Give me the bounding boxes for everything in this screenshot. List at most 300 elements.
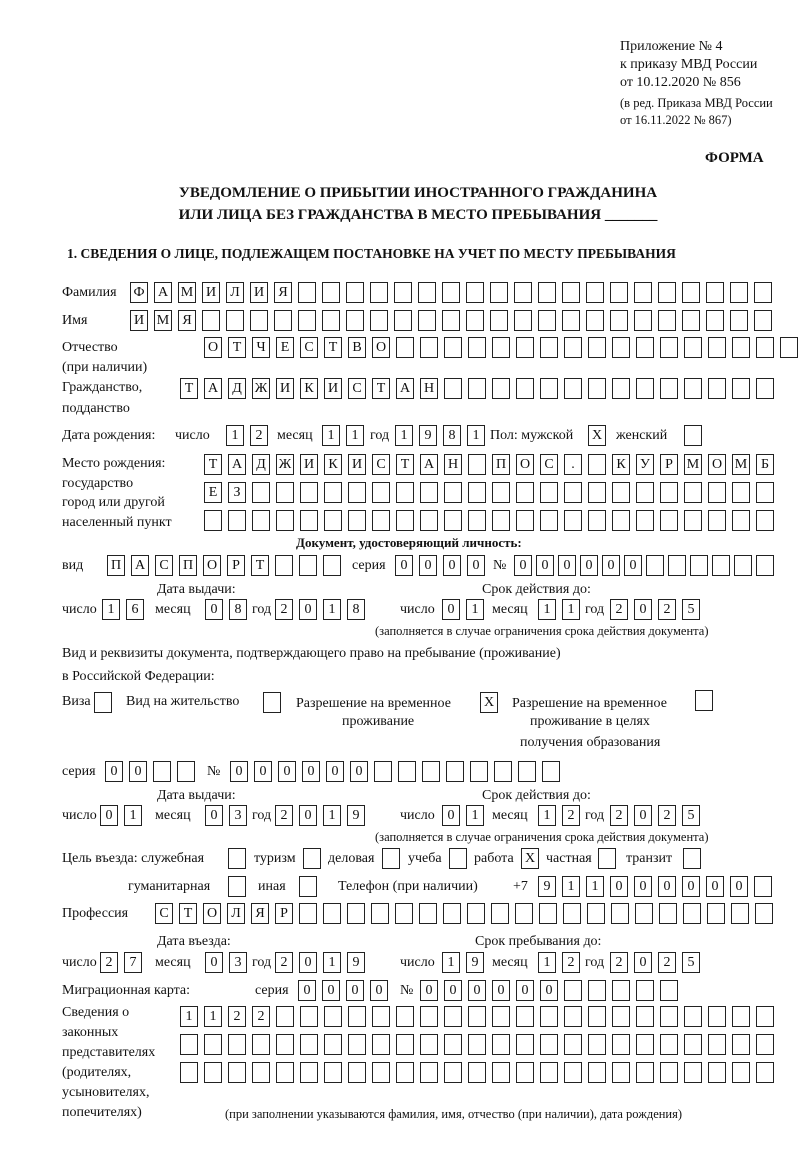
char-box[interactable] <box>564 482 582 503</box>
char-box[interactable]: 0 <box>346 980 364 1001</box>
char-box[interactable] <box>516 1062 534 1083</box>
id-series-field[interactable] <box>395 555 491 577</box>
char-box[interactable] <box>756 1006 774 1027</box>
char-box[interactable]: О <box>204 337 222 358</box>
char-box[interactable] <box>732 1006 750 1027</box>
char-box[interactable] <box>252 1034 270 1055</box>
char-box[interactable] <box>372 1062 390 1083</box>
char-box[interactable]: 0 <box>302 761 320 782</box>
char-box[interactable] <box>94 692 112 713</box>
char-box[interactable]: Т <box>180 378 198 399</box>
char-box[interactable] <box>708 1006 726 1027</box>
char-box[interactable] <box>324 1034 342 1055</box>
char-box[interactable] <box>516 510 534 531</box>
char-box[interactable]: Я <box>251 903 269 924</box>
char-box[interactable]: М <box>154 310 172 331</box>
purpose-work-checkbox[interactable] <box>521 848 545 870</box>
char-box[interactable] <box>636 1062 654 1083</box>
char-box[interactable] <box>539 903 557 924</box>
char-box[interactable] <box>276 1006 294 1027</box>
stay-issue-year-field[interactable] <box>275 805 371 827</box>
char-box[interactable] <box>514 310 532 331</box>
char-box[interactable] <box>276 1034 294 1055</box>
char-box[interactable]: 1 <box>323 952 341 973</box>
birth-day-field[interactable] <box>226 425 274 447</box>
char-box[interactable] <box>610 282 628 303</box>
char-box[interactable]: 2 <box>228 1006 246 1027</box>
char-box[interactable] <box>732 1062 750 1083</box>
char-box[interactable] <box>660 1062 678 1083</box>
char-box[interactable] <box>252 482 270 503</box>
char-box[interactable] <box>204 510 222 531</box>
char-box[interactable] <box>635 903 653 924</box>
char-box[interactable] <box>754 876 772 897</box>
char-box[interactable] <box>180 1034 198 1055</box>
char-box[interactable] <box>646 555 664 576</box>
char-box[interactable]: X <box>521 848 539 869</box>
temp-edu-checkbox[interactable] <box>695 690 719 712</box>
char-box[interactable] <box>755 903 773 924</box>
char-box[interactable] <box>636 378 654 399</box>
char-box[interactable]: И <box>250 282 268 303</box>
char-box[interactable] <box>468 378 486 399</box>
char-box[interactable]: 2 <box>610 599 628 620</box>
char-box[interactable]: 2 <box>658 805 676 826</box>
birth-month-field[interactable] <box>322 425 370 447</box>
char-box[interactable] <box>516 1034 534 1055</box>
char-box[interactable] <box>468 1006 486 1027</box>
char-box[interactable] <box>324 482 342 503</box>
char-box[interactable]: . <box>564 454 582 475</box>
char-box[interactable]: И <box>202 282 220 303</box>
char-box[interactable] <box>682 282 700 303</box>
char-box[interactable]: К <box>324 454 342 475</box>
char-box[interactable] <box>684 425 702 446</box>
char-box[interactable]: Л <box>226 282 244 303</box>
char-box[interactable] <box>420 1034 438 1055</box>
char-box[interactable]: Ф <box>130 282 148 303</box>
char-box[interactable] <box>276 482 294 503</box>
char-box[interactable]: 0 <box>420 980 438 1001</box>
char-box[interactable]: Ч <box>252 337 270 358</box>
char-box[interactable]: 1 <box>346 425 364 446</box>
char-box[interactable] <box>684 510 702 531</box>
char-box[interactable]: 0 <box>278 761 296 782</box>
char-box[interactable] <box>348 482 366 503</box>
char-box[interactable] <box>419 903 437 924</box>
char-box[interactable] <box>492 1062 510 1083</box>
char-box[interactable] <box>588 1034 606 1055</box>
char-box[interactable] <box>492 337 510 358</box>
char-box[interactable] <box>492 378 510 399</box>
char-box[interactable] <box>442 310 460 331</box>
char-box[interactable]: 2 <box>610 952 628 973</box>
char-box[interactable] <box>660 378 678 399</box>
char-box[interactable]: 0 <box>100 805 118 826</box>
char-box[interactable] <box>756 1062 774 1083</box>
id-issue-day-field[interactable] <box>102 599 150 621</box>
char-box[interactable] <box>420 337 438 358</box>
char-box[interactable]: 0 <box>205 599 223 620</box>
char-box[interactable] <box>611 903 629 924</box>
char-box[interactable] <box>303 848 321 869</box>
char-box[interactable] <box>300 510 318 531</box>
char-box[interactable]: А <box>204 378 222 399</box>
char-box[interactable] <box>587 903 605 924</box>
char-box[interactable]: Н <box>444 454 462 475</box>
sex-female-checkbox[interactable] <box>684 425 708 447</box>
char-box[interactable]: X <box>588 425 606 446</box>
char-box[interactable]: Я <box>274 282 292 303</box>
char-box[interactable] <box>468 482 486 503</box>
char-box[interactable] <box>370 310 388 331</box>
char-box[interactable]: Д <box>252 454 270 475</box>
char-box[interactable] <box>299 555 317 576</box>
char-box[interactable]: 0 <box>442 805 460 826</box>
char-box[interactable] <box>612 980 630 1001</box>
char-box[interactable]: 0 <box>602 555 620 576</box>
char-box[interactable]: 0 <box>492 980 510 1001</box>
char-box[interactable]: 5 <box>682 952 700 973</box>
char-box[interactable]: 1 <box>538 599 556 620</box>
char-box[interactable]: 5 <box>682 599 700 620</box>
char-box[interactable]: Л <box>227 903 245 924</box>
char-box[interactable]: 0 <box>299 805 317 826</box>
char-box[interactable] <box>636 337 654 358</box>
purpose-tourism-checkbox[interactable] <box>303 848 327 870</box>
char-box[interactable] <box>612 378 630 399</box>
char-box[interactable] <box>518 761 536 782</box>
char-box[interactable] <box>490 282 508 303</box>
char-box[interactable]: 0 <box>254 761 272 782</box>
char-box[interactable] <box>372 482 390 503</box>
char-box[interactable] <box>563 903 581 924</box>
char-box[interactable] <box>683 903 701 924</box>
char-box[interactable] <box>586 310 604 331</box>
char-box[interactable] <box>514 282 532 303</box>
char-box[interactable]: 1 <box>204 1006 222 1027</box>
char-box[interactable] <box>684 482 702 503</box>
char-box[interactable] <box>444 1034 462 1055</box>
char-box[interactable] <box>299 903 317 924</box>
temp-res-checkbox[interactable] <box>480 692 504 714</box>
char-box[interactable] <box>540 510 558 531</box>
char-box[interactable] <box>540 1034 558 1055</box>
char-box[interactable] <box>153 761 171 782</box>
char-box[interactable] <box>348 510 366 531</box>
char-box[interactable] <box>610 310 628 331</box>
char-box[interactable] <box>202 310 220 331</box>
char-box[interactable] <box>780 337 798 358</box>
char-box[interactable]: 0 <box>442 599 460 620</box>
char-box[interactable] <box>470 761 488 782</box>
char-box[interactable] <box>636 1006 654 1027</box>
char-box[interactable] <box>468 337 486 358</box>
char-box[interactable] <box>468 510 486 531</box>
char-box[interactable]: З <box>228 482 246 503</box>
char-box[interactable]: И <box>300 454 318 475</box>
char-box[interactable] <box>658 310 676 331</box>
profession-field[interactable] <box>155 903 779 925</box>
char-box[interactable] <box>612 337 630 358</box>
char-box[interactable] <box>323 903 341 924</box>
char-box[interactable]: А <box>228 454 246 475</box>
char-box[interactable]: 2 <box>275 805 293 826</box>
char-box[interactable]: 0 <box>730 876 748 897</box>
char-box[interactable] <box>708 510 726 531</box>
char-box[interactable] <box>180 1062 198 1083</box>
char-box[interactable] <box>490 310 508 331</box>
char-box[interactable] <box>730 310 748 331</box>
surname-field[interactable] <box>130 282 778 304</box>
char-box[interactable]: Ж <box>276 454 294 475</box>
char-box[interactable] <box>396 1034 414 1055</box>
char-box[interactable] <box>636 510 654 531</box>
char-box[interactable] <box>612 1006 630 1027</box>
char-box[interactable] <box>684 1034 702 1055</box>
char-box[interactable] <box>660 510 678 531</box>
char-box[interactable]: 1 <box>562 876 580 897</box>
char-box[interactable]: 8 <box>347 599 365 620</box>
char-box[interactable] <box>467 903 485 924</box>
char-box[interactable]: Т <box>372 378 390 399</box>
char-box[interactable]: 0 <box>468 980 486 1001</box>
char-box[interactable] <box>588 337 606 358</box>
char-box[interactable] <box>420 510 438 531</box>
char-box[interactable] <box>396 337 414 358</box>
char-box[interactable] <box>682 310 700 331</box>
char-box[interactable] <box>659 903 677 924</box>
char-box[interactable] <box>668 555 686 576</box>
id-valid-day-field[interactable] <box>442 599 490 621</box>
char-box[interactable]: 0 <box>634 599 652 620</box>
char-box[interactable] <box>660 1006 678 1027</box>
char-box[interactable] <box>298 310 316 331</box>
char-box[interactable] <box>418 310 436 331</box>
char-box[interactable]: 8 <box>229 599 247 620</box>
purpose-other-checkbox[interactable] <box>299 876 323 898</box>
char-box[interactable]: 0 <box>205 952 223 973</box>
char-box[interactable]: 2 <box>658 599 676 620</box>
char-box[interactable]: 0 <box>205 805 223 826</box>
char-box[interactable] <box>468 1034 486 1055</box>
char-box[interactable] <box>250 310 268 331</box>
char-box[interactable]: 1 <box>467 425 485 446</box>
char-box[interactable] <box>658 282 676 303</box>
char-box[interactable]: Т <box>179 903 197 924</box>
char-box[interactable] <box>204 1062 222 1083</box>
id-issue-year-field[interactable] <box>275 599 371 621</box>
char-box[interactable] <box>228 1034 246 1055</box>
char-box[interactable] <box>636 482 654 503</box>
char-box[interactable]: К <box>300 378 318 399</box>
char-box[interactable] <box>394 282 412 303</box>
char-box[interactable] <box>374 761 392 782</box>
char-box[interactable]: 0 <box>558 555 576 576</box>
char-box[interactable] <box>588 1062 606 1083</box>
until-month-field[interactable] <box>538 952 586 974</box>
char-box[interactable]: 2 <box>100 952 118 973</box>
char-box[interactable] <box>396 510 414 531</box>
char-box[interactable]: 3 <box>229 952 247 973</box>
char-box[interactable]: В <box>348 337 366 358</box>
char-box[interactable] <box>564 510 582 531</box>
char-box[interactable]: О <box>516 454 534 475</box>
char-box[interactable] <box>466 282 484 303</box>
char-box[interactable]: 0 <box>516 980 534 1001</box>
char-box[interactable] <box>494 761 512 782</box>
birth-place-row-3[interactable] <box>204 510 780 532</box>
char-box[interactable]: П <box>492 454 510 475</box>
char-box[interactable] <box>420 1062 438 1083</box>
char-box[interactable]: С <box>155 903 173 924</box>
entry-month-field[interactable] <box>205 952 253 974</box>
char-box[interactable]: И <box>276 378 294 399</box>
char-box[interactable] <box>398 761 416 782</box>
char-box[interactable] <box>516 1006 534 1027</box>
birth-place-row-1[interactable] <box>204 454 780 476</box>
char-box[interactable] <box>492 1034 510 1055</box>
char-box[interactable] <box>588 1006 606 1027</box>
birth-place-row-2[interactable] <box>204 482 780 504</box>
phone-field[interactable] <box>538 876 778 898</box>
id-valid-year-field[interactable] <box>610 599 706 621</box>
char-box[interactable] <box>588 454 606 475</box>
stay-valid-day-field[interactable] <box>442 805 490 827</box>
char-box[interactable] <box>684 1006 702 1027</box>
char-box[interactable] <box>732 510 750 531</box>
char-box[interactable]: Р <box>227 555 245 576</box>
stay-valid-month-field[interactable] <box>538 805 586 827</box>
char-box[interactable]: Е <box>204 482 222 503</box>
char-box[interactable] <box>299 876 317 897</box>
char-box[interactable]: 0 <box>298 980 316 1001</box>
char-box[interactable] <box>422 761 440 782</box>
char-box[interactable]: 0 <box>658 876 676 897</box>
char-box[interactable] <box>348 1006 366 1027</box>
char-box[interactable] <box>276 510 294 531</box>
char-box[interactable] <box>598 848 616 869</box>
char-box[interactable]: А <box>131 555 149 576</box>
char-box[interactable]: 9 <box>347 805 365 826</box>
char-box[interactable]: 1 <box>323 805 341 826</box>
migration-card-number-field[interactable] <box>420 980 684 1002</box>
char-box[interactable] <box>756 1034 774 1055</box>
char-box[interactable] <box>540 482 558 503</box>
char-box[interactable]: 1 <box>442 952 460 973</box>
char-box[interactable] <box>612 1062 630 1083</box>
char-box[interactable] <box>756 555 774 576</box>
char-box[interactable] <box>706 282 724 303</box>
char-box[interactable] <box>323 555 341 576</box>
char-box[interactable] <box>372 1006 390 1027</box>
birth-year-field[interactable] <box>395 425 491 447</box>
char-box[interactable] <box>298 282 316 303</box>
char-box[interactable]: 2 <box>250 425 268 446</box>
char-box[interactable] <box>449 848 467 869</box>
purpose-business-checkbox[interactable] <box>382 848 406 870</box>
stay-series-field[interactable] <box>105 761 201 783</box>
char-box[interactable]: Р <box>275 903 293 924</box>
char-box[interactable]: 8 <box>443 425 461 446</box>
char-box[interactable] <box>446 761 464 782</box>
char-box[interactable]: П <box>179 555 197 576</box>
char-box[interactable] <box>394 310 412 331</box>
migration-card-series-field[interactable] <box>298 980 394 1002</box>
char-box[interactable] <box>684 1062 702 1083</box>
char-box[interactable] <box>492 1006 510 1027</box>
sex-male-checkbox[interactable] <box>588 425 612 447</box>
patronymic-field[interactable] <box>204 337 800 359</box>
char-box[interactable] <box>444 1006 462 1027</box>
char-box[interactable]: 0 <box>419 555 437 576</box>
purpose-study-checkbox[interactable] <box>449 848 473 870</box>
char-box[interactable] <box>732 378 750 399</box>
char-box[interactable]: 0 <box>326 761 344 782</box>
char-box[interactable]: 0 <box>634 876 652 897</box>
char-box[interactable]: 1 <box>102 599 120 620</box>
char-box[interactable] <box>396 482 414 503</box>
char-box[interactable] <box>274 310 292 331</box>
char-box[interactable]: 9 <box>419 425 437 446</box>
char-box[interactable]: 0 <box>706 876 724 897</box>
char-box[interactable] <box>542 761 560 782</box>
char-box[interactable]: 0 <box>540 980 558 1001</box>
char-box[interactable]: 1 <box>395 425 413 446</box>
char-box[interactable] <box>468 1062 486 1083</box>
char-box[interactable] <box>634 310 652 331</box>
id-issue-month-field[interactable] <box>205 599 253 621</box>
char-box[interactable] <box>684 378 702 399</box>
visa-checkbox[interactable] <box>94 692 118 714</box>
char-box[interactable]: С <box>348 378 366 399</box>
char-box[interactable]: Т <box>324 337 342 358</box>
char-box[interactable]: С <box>155 555 173 576</box>
char-box[interactable]: 1 <box>586 876 604 897</box>
char-box[interactable] <box>370 282 388 303</box>
char-box[interactable] <box>683 848 701 869</box>
char-box[interactable]: Б <box>756 454 774 475</box>
char-box[interactable] <box>734 555 752 576</box>
entry-year-field[interactable] <box>275 952 371 974</box>
char-box[interactable] <box>708 378 726 399</box>
char-box[interactable]: 0 <box>514 555 532 576</box>
char-box[interactable] <box>324 1006 342 1027</box>
char-box[interactable]: С <box>540 454 558 475</box>
char-box[interactable]: 0 <box>536 555 554 576</box>
char-box[interactable]: К <box>612 454 630 475</box>
stay-issue-day-field[interactable] <box>100 805 148 827</box>
char-box[interactable] <box>612 1034 630 1055</box>
char-box[interactable]: Я <box>178 310 196 331</box>
char-box[interactable] <box>515 903 533 924</box>
char-box[interactable]: А <box>154 282 172 303</box>
char-box[interactable]: 3 <box>229 805 247 826</box>
char-box[interactable]: 0 <box>682 876 700 897</box>
char-box[interactable]: 1 <box>322 425 340 446</box>
citizenship-field[interactable] <box>180 378 780 400</box>
char-box[interactable] <box>562 282 580 303</box>
id-valid-month-field[interactable] <box>538 599 586 621</box>
char-box[interactable] <box>276 1062 294 1083</box>
representatives-row-1[interactable] <box>180 1006 780 1028</box>
char-box[interactable] <box>756 510 774 531</box>
char-box[interactable] <box>564 980 582 1001</box>
char-box[interactable]: 1 <box>323 599 341 620</box>
char-box[interactable] <box>695 690 713 711</box>
char-box[interactable]: 0 <box>129 761 147 782</box>
char-box[interactable]: Н <box>420 378 438 399</box>
